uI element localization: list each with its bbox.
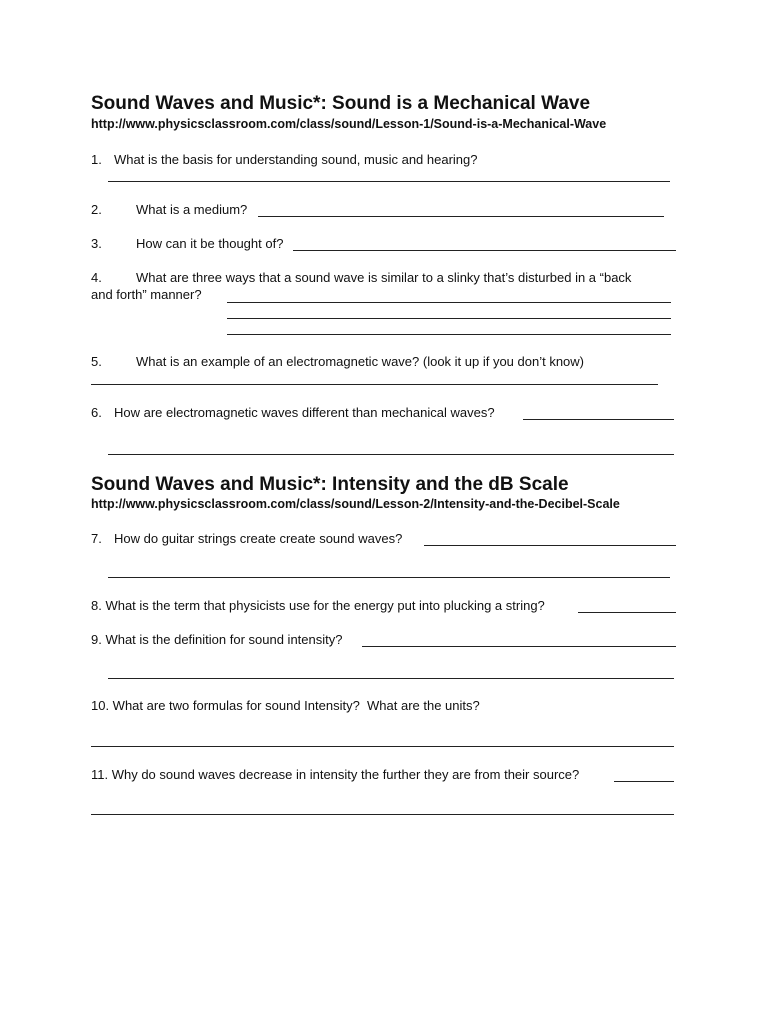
q1-text: What is the basis for understanding sound, music and hearing?: [114, 152, 478, 167]
section2-url: http://www.physicsclassroom.com/class/sound/Lesson-2/Intensity-and-the-Decibel-Scale: [91, 497, 620, 511]
q9-answer-line-2: [108, 678, 674, 679]
q1-answer-line: [108, 181, 670, 182]
q4-text: What are three ways that a sound wave is similar to a slinky that’s disturbed in a “back: [136, 270, 632, 285]
q5-text: What is an example of an electromagnetic wave? (look it up if you don’t know): [136, 354, 585, 369]
q11-answer-line-2: [91, 814, 674, 815]
q1-number: 1.: [91, 152, 102, 167]
q7-number: 7.: [91, 531, 102, 546]
q4-answer-line-1: [227, 302, 671, 303]
q5-answer-line: [91, 384, 658, 385]
q9-text: 9. What is the definition for sound intensity?: [91, 632, 343, 647]
q5-number: 5.: [91, 354, 102, 369]
q4-answer-line-2: [227, 318, 671, 319]
q3-text: How can it be thought of?: [136, 236, 284, 251]
q8-answer-line: [578, 612, 676, 613]
q6-text: How are electromagnetic waves different than mechanical waves?: [114, 405, 495, 420]
q2-number: 2.: [91, 202, 102, 217]
q4-text-cont: and forth” manner?: [91, 287, 202, 302]
q7-answer-line-1: [424, 545, 676, 546]
q3-number: 3.: [91, 236, 102, 251]
q10-text: 10. What are two formulas for sound Intensity? What are the units?: [91, 698, 480, 713]
section1-url: http://www.physicsclassroom.com/class/sound/Lesson-1/Sound-is-a-Mechanical-Wave: [91, 117, 607, 131]
q7-text: How do guitar strings create create sound waves?: [114, 531, 403, 546]
q9-answer-line-1: [362, 646, 676, 647]
q6-answer-line-2: [108, 454, 674, 455]
q11-answer-line-1: [614, 781, 674, 782]
q3-answer-line: [293, 250, 676, 251]
q10-answer-line: [91, 746, 674, 747]
q4-answer-line-3: [227, 334, 671, 335]
q2-answer-line: [258, 216, 664, 217]
q7-answer-line-2: [108, 577, 670, 578]
q8-text: 8. What is the term that physicists use for the energy put into plucking a string?: [91, 598, 545, 613]
q4-number: 4.: [91, 270, 102, 285]
section1-title: Sound Waves and Music*: Sound is a Mechanical Wave: [91, 93, 591, 114]
q11-text: 11. Why do sound waves decrease in intensity the further they are from their source?: [91, 767, 580, 782]
section2-title: Sound Waves and Music*: Intensity and the dB Scale: [91, 474, 569, 495]
q6-answer-line-1: [523, 419, 674, 420]
q2-text: What is a medium?: [136, 202, 248, 217]
q6-number: 6.: [91, 405, 102, 420]
